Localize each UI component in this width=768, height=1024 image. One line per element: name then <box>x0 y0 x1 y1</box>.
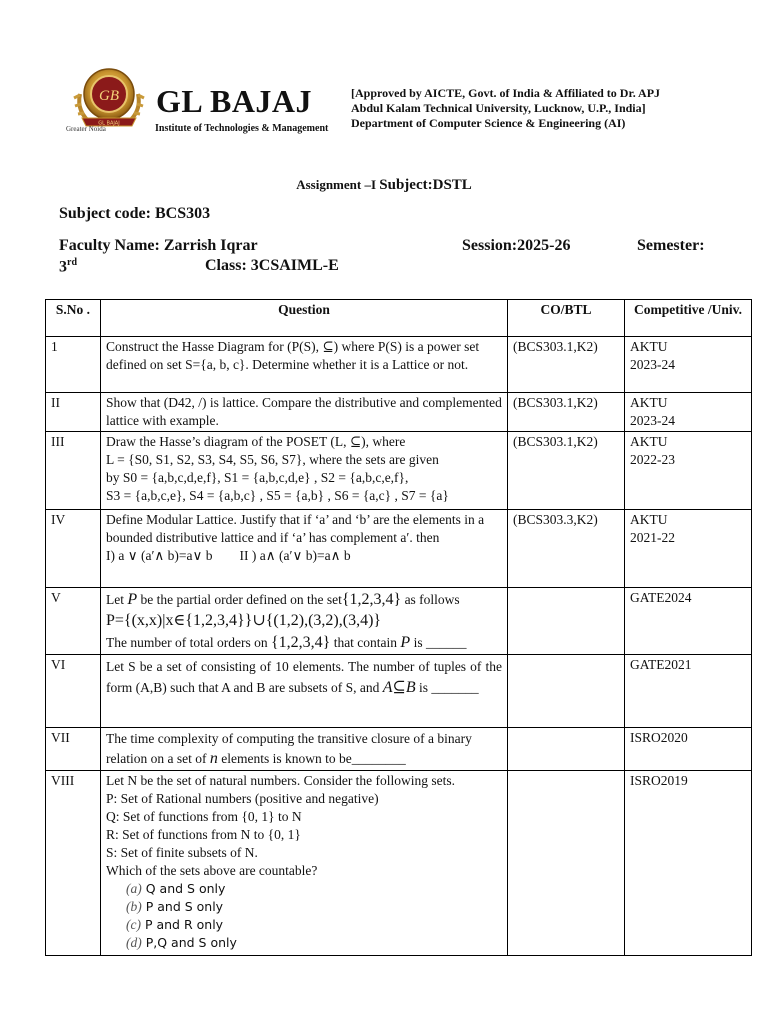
option-a: (a) Q and S only <box>126 881 226 896</box>
location-text: Greater Noida <box>66 125 106 133</box>
row-competitive: AKTU 2022-23 <box>625 432 752 510</box>
college-name: GL BAJAJ <box>156 83 313 119</box>
semester-label: Semester: <box>637 237 705 254</box>
header-co: CO/BTL <box>508 300 625 337</box>
row-co <box>508 655 625 728</box>
question-text: Let N be the set of natural numbers. Consider the following sets. P: Set of Rational numbers (positive and negative) Q: Set of functions from {0, 1} to N R: Set of functions from N to {0, 1} S: Set of finite subsets of N. Which of the sets above are countable? (a) Q and S only (b) P and S only (c) P and R only (d) P,Q and S only <box>101 771 508 956</box>
table-row <box>46 771 752 956</box>
table-row <box>46 510 752 588</box>
table-row <box>46 337 752 393</box>
row-sno: V <box>46 588 101 655</box>
question-text: Let P be the partial order defined on the set{1,2,3,4} as follows P={(x,x)|x∈{1,2,3,4}}∪{(1,2),(3,2),(3,4)} The number of total orders on {1,2,3,4} that contain P is ______ <box>101 588 508 655</box>
row-sno: III <box>46 432 101 510</box>
question-text: Show that (D42, /) is lattice. Compare the distributive and complemented lattice with example. <box>101 393 508 432</box>
option-d: (d) P,Q and S only <box>126 935 237 950</box>
assignment-title <box>0 177 768 194</box>
faculty-name: Faculty Name: Zarrish Iqrar <box>59 237 258 254</box>
row-sno: VII <box>46 728 101 771</box>
row-sno: VI <box>46 655 101 728</box>
row-co: (BCS303.1,K2) <box>508 393 625 432</box>
svg-text:GB: GB <box>99 88 119 104</box>
row-competitive: AKTU 2023-24 <box>625 337 752 393</box>
approval-line: [Approved by AICTE, Govt. of India & Affiliated to Dr. APJ <box>351 86 661 100</box>
question-text: The time complexity of computing the transitive closure of a binary relation on a set of n elements is known to be________ <box>101 728 508 771</box>
svg-text:GL BAJAJ: GL BAJAJ <box>98 120 120 127</box>
department-line: Department of Computer Science & Engineering (AI) <box>351 116 626 130</box>
table-row <box>46 588 752 655</box>
subject-code: Subject code: BCS303 <box>59 205 211 222</box>
header-question: Question <box>101 300 508 337</box>
row-competitive: GATE2021 <box>625 655 752 728</box>
table-row <box>46 655 752 728</box>
row-co: (BCS303.1,K2) <box>508 337 625 393</box>
row-co <box>508 771 625 956</box>
question-text: Draw the Hasse’s diagram of the POSET (L, ⊆), where L = {S0, S1, S2, S3, S4, S5, S6, S7}, where the sets are given by S0 = {a,b,c,d,e,f}, S1 = {a,b,c,d,e} , S2 = {a,b,c,e,f}, S3 = {a,b,c,e}, S4 = {a,b,c} , S5 = {a,b} , S6 = {a,c} , S7 = {a} <box>101 432 508 510</box>
row-co: (BCS303.1,K2) <box>508 432 625 510</box>
session: Session:2025-26 <box>462 237 571 254</box>
question-table <box>45 299 752 956</box>
row-sno: 1 <box>46 337 101 393</box>
approval-line: Abdul Kalam Technical University, Lucknow, U.P., India] <box>351 101 646 115</box>
approval-block <box>351 86 711 131</box>
row-competitive: ISRO2020 <box>625 728 752 771</box>
option-c: (c) P and R only <box>126 917 224 932</box>
row-competitive: AKTU 2021-22 <box>625 510 752 588</box>
table-header-row <box>46 300 752 337</box>
question-text: Define Modular Lattice. Justify that if ‘a’ and ‘b’ are the elements in a bounded distributive lattice and if ‘a’ has complement a′. then I) a ∨ (a′∧ b)=a∨ b II ) a∧ (a′∨ b)=a∧ b <box>101 510 508 588</box>
college-subtitle: Institute of Technologies & Management <box>155 123 329 134</box>
table-row <box>46 728 752 771</box>
row-sno: IV <box>46 510 101 588</box>
row-sno: II <box>46 393 101 432</box>
row-sno: VIII <box>46 771 101 956</box>
header-sno: S.No . <box>46 300 101 337</box>
row-co: (BCS303.3,K2) <box>508 510 625 588</box>
row-competitive: AKTU 2023-24 <box>625 393 752 432</box>
question-text: Let S be a set of consisting of 10 elements. The number of tuples of the form (A,B) such that A and B are subsets of S, and A⊆B is _______ <box>101 655 508 728</box>
table-row <box>46 432 752 510</box>
assignment-number: Assignment –I <box>296 177 377 192</box>
assignment-subject: Subject:DSTL <box>379 177 472 193</box>
table-row <box>46 393 752 432</box>
row-co <box>508 728 625 771</box>
question-text: Construct the Hasse Diagram for (P(S), ⊆) where P(S) is a power set defined on set S={a, b, c}. Determine whether it is a Lattice or not. <box>101 337 508 393</box>
header-competitive: Competitive /Univ. <box>625 300 752 337</box>
row-co <box>508 588 625 655</box>
class-label: Class: 3CSAIML-E <box>205 257 339 274</box>
option-b: (b) P and S only <box>126 899 224 914</box>
row-competitive: GATE2024 <box>625 588 752 655</box>
row-competitive: ISRO2019 <box>625 771 752 956</box>
semester-value: 3rd <box>59 257 77 276</box>
